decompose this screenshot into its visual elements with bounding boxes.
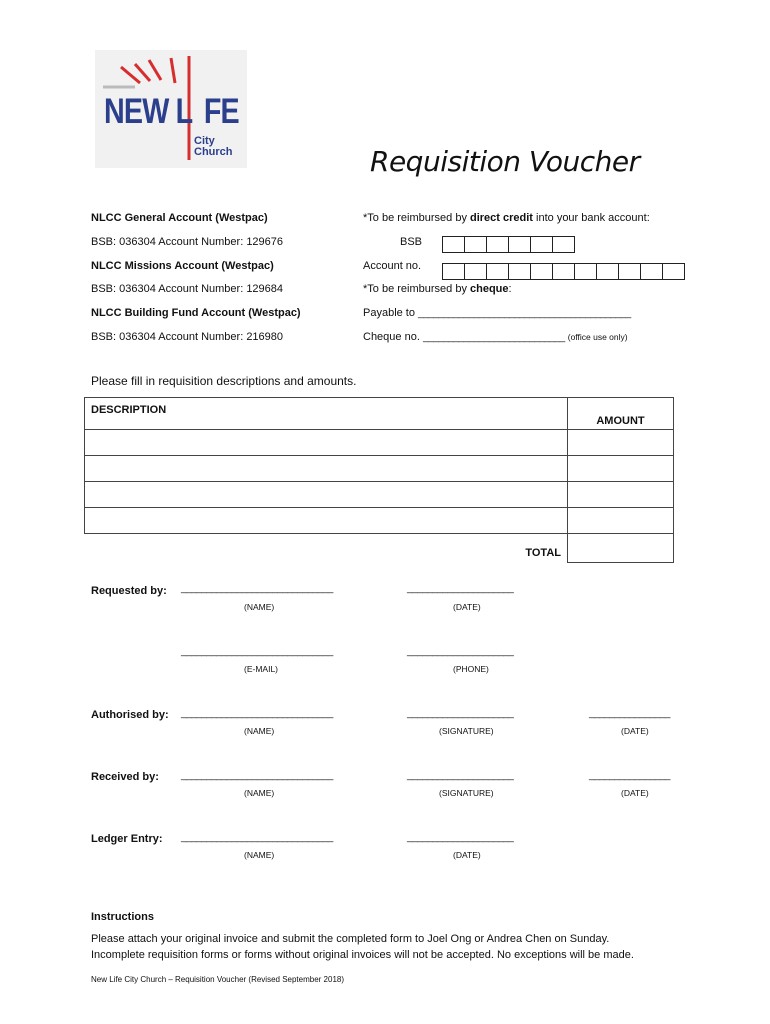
cheque-suffix: : [508, 283, 512, 295]
received-name-caption: (NAME) [244, 788, 275, 798]
general-account-name: NLCC General Account (Westpac) [91, 212, 268, 224]
received-date-line[interactable]: ________________ [589, 770, 670, 781]
requested-phone-caption: (PHONE) [453, 664, 489, 674]
requested-date-caption: (DATE) [453, 602, 481, 612]
table-row[interactable] [85, 430, 674, 456]
direct-suffix: into your bank account: [532, 212, 650, 224]
cheque-no-line[interactable]: ____________________________ [422, 332, 565, 343]
table-row[interactable] [85, 482, 674, 508]
table-header-row [85, 398, 674, 430]
payable-line[interactable]: __________________________________________ [418, 308, 631, 319]
received-signature-caption: (SIGNATURE) [439, 788, 494, 798]
requested-name-caption: (NAME) [244, 602, 275, 612]
requisition-table [84, 397, 674, 563]
authorised-name-caption: (NAME) [244, 726, 275, 736]
payable-label: Payable to [363, 307, 415, 319]
authorised-by-label: Authorised by: [91, 709, 169, 721]
bsb-digit-box[interactable] [486, 236, 509, 253]
description-cell[interactable] [85, 508, 568, 534]
direct-bold: direct credit [470, 212, 533, 224]
amount-cell[interactable] [568, 482, 674, 508]
requested-email-caption: (E-MAIL) [244, 664, 278, 674]
total-label: TOTAL [525, 547, 561, 559]
authorised-signature-caption: (SIGNATURE) [439, 726, 494, 736]
bsb-digit-box[interactable] [464, 236, 487, 253]
office-use-note: (office use only) [567, 332, 628, 342]
payable-to-field[interactable] [363, 307, 631, 319]
missions-account-bsb: BSB: 036304 Account Number: 129684 [91, 283, 284, 295]
table-row[interactable] [85, 508, 674, 534]
bsb-digit-box[interactable] [508, 236, 531, 253]
logo-text-a: NEW L [104, 92, 193, 131]
amount-header: AMOUNT [568, 398, 674, 430]
instructions-line-2: Incomplete requisition forms or forms without original invoices will not be accepted. No exceptions will be made. [91, 949, 634, 961]
account-digit-box[interactable] [530, 263, 553, 280]
direct-prefix: *To be reimbursed by [363, 212, 470, 224]
cheque-bold: cheque [470, 283, 509, 295]
description-header: DESCRIPTION [85, 398, 568, 430]
amount-cell[interactable] [568, 508, 674, 534]
account-digit-box[interactable] [618, 263, 641, 280]
authorised-date-line[interactable]: ________________ [589, 708, 670, 719]
ledger-date-line[interactable]: _____________________ [407, 832, 514, 843]
description-cell[interactable] [85, 430, 568, 456]
logo-subtitle [194, 136, 233, 158]
account-no-boxes[interactable] [443, 263, 685, 280]
total-amount-cell[interactable] [568, 534, 674, 563]
account-digit-box[interactable] [640, 263, 663, 280]
authorised-signature-line[interactable]: _____________________ [407, 708, 514, 719]
received-by-label: Received by: [91, 771, 159, 783]
authorised-date-caption: (DATE) [621, 726, 649, 736]
account-digit-box[interactable] [574, 263, 597, 280]
logo-wordmark [104, 92, 239, 132]
general-account-bsb: BSB: 036304 Account Number: 129676 [91, 236, 284, 248]
ledger-entry-label: Ledger Entry: [91, 833, 163, 845]
logo-sub-church: Church [194, 146, 233, 158]
cheque-no-label: Cheque no. [363, 331, 420, 343]
authorised-name-line[interactable]: ______________________________ [181, 708, 333, 719]
account-digit-box[interactable] [552, 263, 575, 280]
requested-by-label: Requested by: [91, 585, 167, 597]
cheque-note [363, 283, 512, 295]
building-account-bsb: BSB: 036304 Account Number: 216980 [91, 331, 284, 343]
logo-sub-city: City [194, 135, 215, 147]
cheque-prefix: *To be reimbursed by [363, 283, 470, 295]
account-digit-box[interactable] [486, 263, 509, 280]
bsb-digit-box[interactable] [552, 236, 575, 253]
missions-account-name: NLCC Missions Account (Westpac) [91, 260, 274, 272]
requested-name-line[interactable]: ______________________________ [181, 583, 333, 594]
instructions-line-1: Please attach your original invoice and submit the completed form to Joel Ong or Andrea Chen on Sunday. [91, 933, 610, 945]
total-row [85, 534, 674, 563]
building-account-name: NLCC Building Fund Account (Westpac) [91, 307, 301, 319]
bsb-digit-box[interactable] [442, 236, 465, 253]
amount-cell[interactable] [568, 430, 674, 456]
account-digit-box[interactable] [464, 263, 487, 280]
description-cell[interactable] [85, 456, 568, 482]
ledger-name-line[interactable]: ______________________________ [181, 832, 333, 843]
account-no-label: Account no. [363, 260, 422, 272]
account-digit-box[interactable] [596, 263, 619, 280]
requested-phone-line[interactable]: _____________________ [407, 646, 514, 657]
table-row[interactable] [85, 456, 674, 482]
account-digit-box[interactable] [442, 263, 465, 280]
page-footer: New Life City Church – Requisition Voucher (Revised September 2018) [91, 975, 345, 984]
received-signature-line[interactable]: _____________________ [407, 770, 514, 781]
account-digit-box[interactable] [662, 263, 685, 280]
church-logo [95, 50, 247, 168]
ledger-date-caption: (DATE) [453, 850, 481, 860]
bsb-label: BSB [400, 236, 423, 248]
bsb-digit-box[interactable] [530, 236, 553, 253]
instructions-heading: Instructions [91, 911, 154, 923]
cheque-no-field[interactable] [363, 331, 628, 343]
requested-email-line[interactable]: ______________________________ [181, 646, 333, 657]
amount-cell[interactable] [568, 456, 674, 482]
account-digit-box[interactable] [508, 263, 531, 280]
direct-credit-note [363, 212, 650, 224]
requested-date-line[interactable]: _____________________ [407, 583, 514, 594]
ledger-name-caption: (NAME) [244, 850, 275, 860]
received-date-caption: (DATE) [621, 788, 649, 798]
logo-text-b: FE [203, 92, 239, 131]
received-name-line[interactable]: ______________________________ [181, 770, 333, 781]
fill-in-instruction: Please fill in requisition descriptions and amounts. [91, 374, 357, 388]
bsb-boxes[interactable] [443, 236, 575, 253]
description-cell[interactable] [85, 482, 568, 508]
page-title: Requisition Voucher [370, 145, 640, 178]
